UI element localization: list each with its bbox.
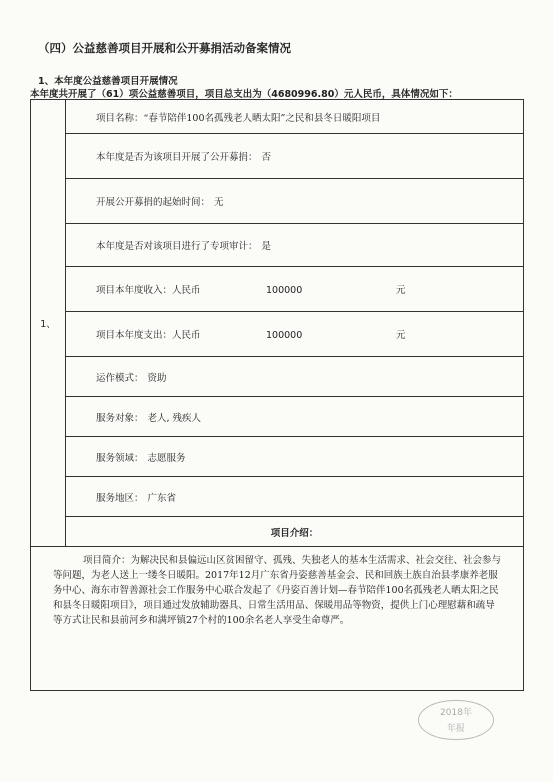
row-fundraising-start bbox=[31, 179, 524, 224]
intro-heading: 项目介绍： bbox=[66, 517, 524, 547]
service-target-value: 老人, 残疾人 bbox=[147, 412, 202, 424]
row-number: 1、 bbox=[31, 100, 66, 547]
fundraising-start-label: 开展公开募捐的起始时间： bbox=[96, 197, 211, 208]
service-target-label: 服务对象： bbox=[96, 412, 144, 424]
service-field-value: 志愿服务 bbox=[147, 452, 186, 464]
operation-mode-value: 资助 bbox=[147, 372, 167, 384]
section-title: （四）公益慈善项目开展和公开募捐活动备案情况 bbox=[38, 41, 291, 55]
audit-label: 本年度是否对该项目进行了专项审计： bbox=[96, 241, 258, 252]
project-table bbox=[30, 99, 524, 691]
annual-report-stamp bbox=[418, 700, 494, 740]
expense-label: 项目本年度支出：人民币 bbox=[96, 330, 201, 341]
expense-unit: 元 bbox=[396, 330, 406, 341]
stamp-label: 年报 bbox=[446, 724, 465, 734]
row-expense bbox=[31, 312, 524, 357]
income-amount: 100000 bbox=[266, 285, 303, 296]
project-name: 项目名称：“春节陪伴100名孤残老人晒太阳”之民和县冬日暖阳项目 bbox=[66, 100, 524, 134]
stamp-year: 2018年 bbox=[440, 708, 472, 718]
income-unit: 元 bbox=[396, 285, 406, 296]
row-project-name bbox=[31, 100, 524, 134]
row-audit bbox=[31, 224, 524, 267]
row-service-field bbox=[31, 437, 524, 477]
expense-amount: 100000 bbox=[266, 330, 303, 341]
row-intro-heading bbox=[31, 517, 524, 547]
intro-body bbox=[31, 547, 524, 691]
public-fundraising-label: 本年度是否为该项目开展了公开募捐： bbox=[96, 152, 258, 163]
subsection-title: 1、本年度公益慈善项目开展情况 bbox=[38, 76, 178, 87]
fundraising-start-value: 无 bbox=[214, 197, 224, 208]
row-intro-body bbox=[31, 547, 524, 691]
operation-mode-label: 运作模式： bbox=[96, 372, 144, 384]
row-income bbox=[31, 267, 524, 312]
public-fundraising-value: 否 bbox=[261, 152, 272, 163]
row-public-fundraising bbox=[31, 134, 524, 179]
service-field-label: 服务领域： bbox=[96, 452, 144, 464]
row-operation-mode bbox=[31, 357, 524, 397]
projects-summary: 本年度共开展了（61）项公益慈善项目，项目总支出为（4680996.80）元人民币，具体情况如下： bbox=[30, 89, 458, 100]
row-service-target bbox=[31, 397, 524, 437]
intro-text: 项目简介：为解决民和县偏远山区贫困留守、孤残、失独老人的基本生活需求、社会交往、社会参与等问题，为老人送上一缕冬日暖阳。2017年12月广东省丹姿慈善基金会、民和回族土族自治县孝康养老服务中心、海东市智善源社会工作服务中心联合发起了《丹姿百善计划—春节陪伴100名孤残老人晒太阳之民和县冬日暖阳项目》，项目通过发放辅助器具、日常生活用品、保暖用品等物资，提供上门心理慰藉和疏导等方式让民和县前河乡和满坪镇27个村的100余名老人享受生命尊严。 bbox=[53, 555, 502, 626]
row-service-area bbox=[31, 477, 524, 517]
income-label: 项目本年度收入：人民币 bbox=[96, 285, 201, 296]
service-area-label: 服务地区： bbox=[96, 492, 144, 504]
service-area-value: 广东省 bbox=[147, 492, 177, 504]
audit-value: 是 bbox=[261, 241, 272, 252]
